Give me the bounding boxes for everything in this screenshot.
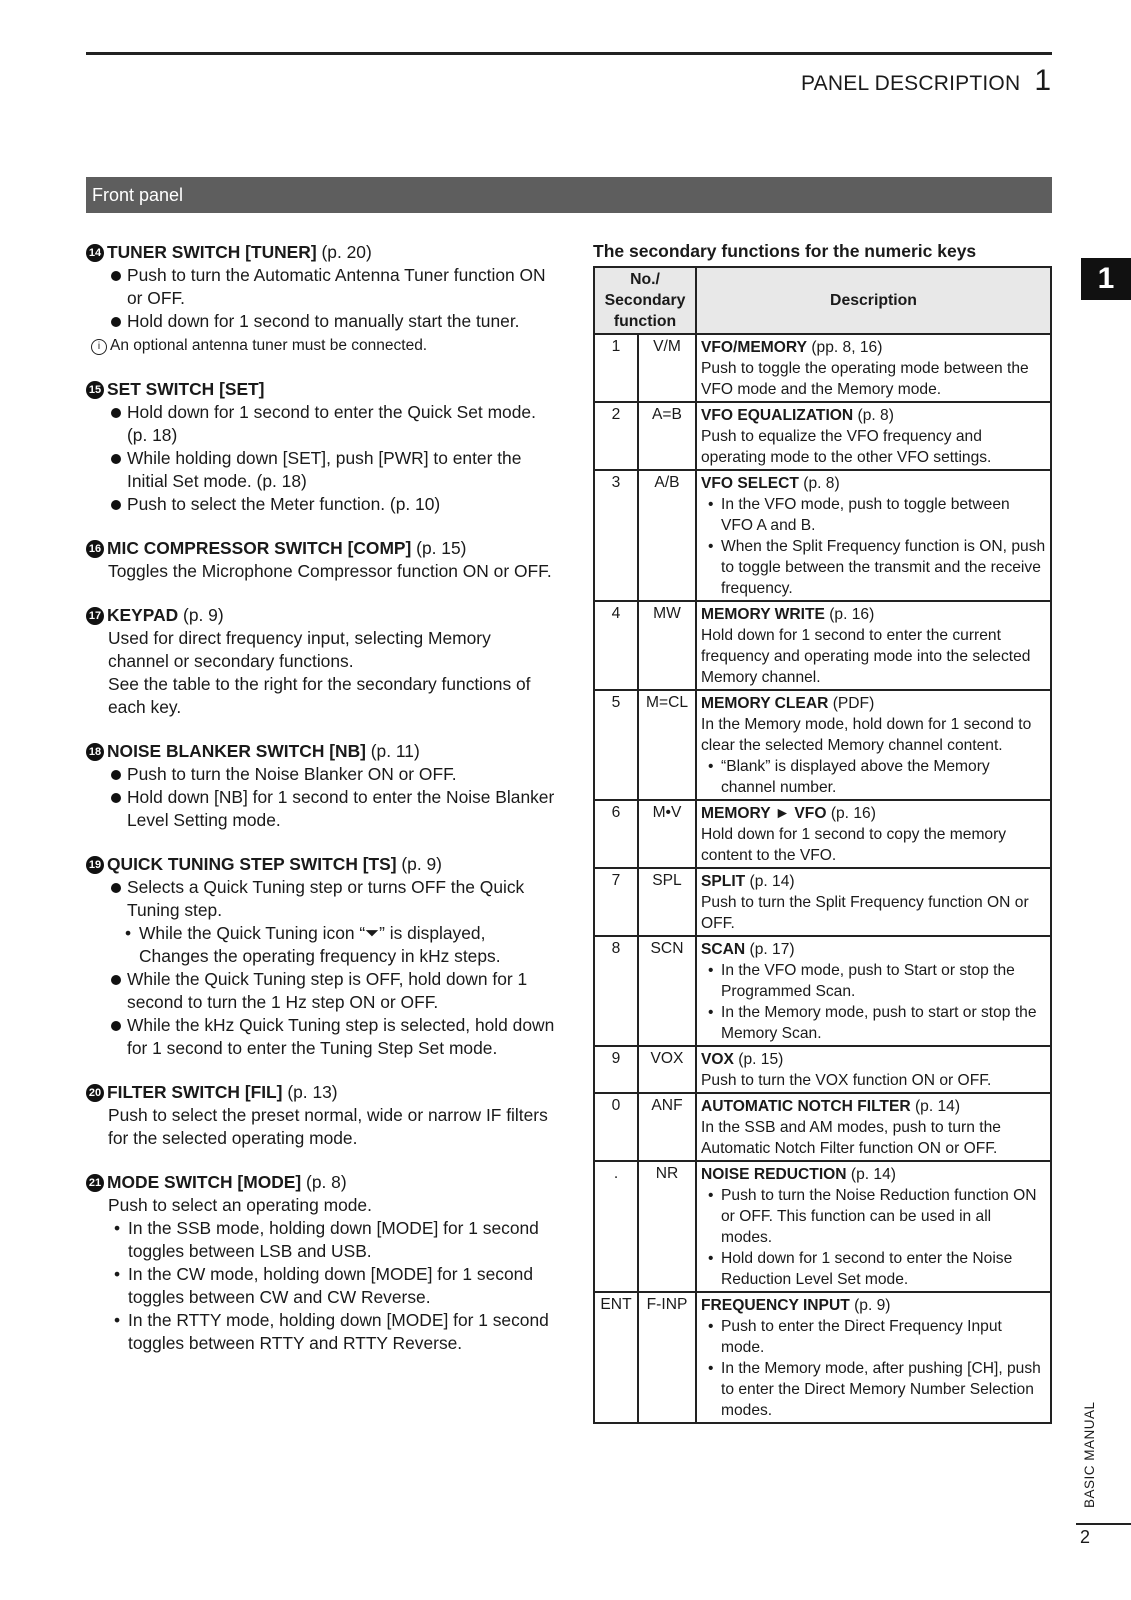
function-description: [696, 470, 1051, 601]
function-title: MEMORY WRITE (p. 16): [701, 606, 875, 623]
feature-heading: [86, 1081, 556, 1104]
top-rule: [86, 52, 1052, 55]
page-ref: (p. 17): [749, 941, 795, 958]
chapter-tab[interactable]: 1: [1081, 258, 1131, 300]
secondary-function: M=CL: [638, 690, 696, 800]
table-row: [594, 1161, 1051, 1292]
body-text: See the table to the right for the secondary functions of each key.: [108, 674, 531, 717]
function-description: [696, 690, 1051, 800]
item-number-badge: 14: [86, 244, 104, 262]
bullet-line: Hold down [NB] for 1 second to enter the Noise Blanker Level Setting mode.: [86, 786, 556, 832]
feature-title: MODE SWITCH [MODE] (p. 8): [107, 1172, 347, 1192]
table-row: [594, 402, 1051, 470]
function-title: VFO EQUALIZATION (p. 8): [701, 407, 894, 424]
secondary-function: SPL: [638, 868, 696, 936]
item-number-badge: 16: [86, 540, 104, 558]
feature-title: NOISE BLANKER SWITCH [NB] (p. 11): [107, 741, 420, 761]
feature-heading: [86, 241, 556, 264]
description-bullet: • Push to turn the Noise Reduction function ON or OFF. This function can be used in all modes.: [701, 1185, 1046, 1248]
table-row: [594, 334, 1051, 402]
feature-title: MIC COMPRESSOR SWITCH [COMP] (p. 15): [107, 538, 467, 558]
feature-title: KEYPAD (p. 9): [107, 605, 224, 625]
description-text: In the Memory mode, hold down for 1 second to clear the selected Memory channel content.: [701, 716, 1032, 754]
function-title: VFO/MEMORY (pp. 8, 16): [701, 339, 883, 356]
feature-heading: [86, 853, 556, 876]
feature-item: [86, 378, 556, 516]
table-header-row: [594, 267, 1051, 334]
key-number: 7: [594, 868, 638, 936]
description-text: Push to toggle the operating mode between the VFO mode and the Memory mode.: [701, 360, 1029, 398]
key-number: 6: [594, 800, 638, 868]
body-text: Used for direct frequency input, selecting Memory channel or secondary functions.: [108, 628, 491, 671]
info-icon: i: [91, 339, 107, 355]
page-ref: (p. 11): [370, 741, 420, 761]
function-description: [696, 868, 1051, 936]
bullet-line: Push to turn the Noise Blanker ON or OFF.: [86, 763, 556, 786]
dot-bullet-line: • In the SSB mode, holding down [MODE] for 1 second toggles between LSB and USB.: [86, 1217, 556, 1263]
secondary-function: A/B: [638, 470, 696, 601]
secondary-function: SCN: [638, 936, 696, 1046]
bullet-line: Hold down for 1 second to enter the Quick Set mode. (p. 18): [86, 401, 556, 447]
item-number-badge: 17: [86, 607, 104, 625]
page-ref: (PDF): [832, 695, 875, 712]
feature-heading: [86, 604, 556, 627]
secondary-function: M•V: [638, 800, 696, 868]
description-text: In the SSB and AM modes, push to turn the Automatic Notch Filter function ON or OFF.: [701, 1119, 1001, 1157]
page-ref: (p. 8): [803, 475, 840, 492]
function-title: NOISE REDUCTION (p. 14): [701, 1166, 896, 1183]
key-number: 4: [594, 601, 638, 690]
feature-title: QUICK TUNING STEP SWITCH [TS] (p. 9): [107, 854, 442, 874]
key-number: 3: [594, 470, 638, 601]
bullet-line: While the kHz Quick Tuning step is selected, hold down for 1 second to enter the Tuning Step Set mode.: [86, 1014, 556, 1060]
function-description: [696, 334, 1051, 402]
table-row: [594, 1292, 1051, 1423]
description-text: Push to equalize the VFO frequency and operating mode to the other VFO settings.: [701, 428, 992, 466]
page-ref: (p. 9): [854, 1297, 891, 1314]
page-ref: (p. 16): [829, 606, 875, 623]
page-ref: (p. 14): [850, 1166, 896, 1183]
bullet-line: Selects a Quick Tuning step or turns OFF the Quick Tuning step.: [86, 876, 556, 922]
body-text: Push to select an operating mode.: [108, 1195, 372, 1215]
feature-list: [86, 241, 556, 1376]
table-row: [594, 601, 1051, 690]
key-number: 1: [594, 334, 638, 402]
function-title: AUTOMATIC NOTCH FILTER (p. 14): [701, 1098, 961, 1115]
secondary-function: VOX: [638, 1046, 696, 1093]
table-row: [594, 470, 1051, 601]
note-line: i An optional antenna tuner must be connected.: [86, 334, 556, 357]
feature-title: SET SWITCH [SET]: [107, 379, 265, 399]
item-number-badge: 15: [86, 381, 104, 399]
feature-item: [86, 537, 556, 583]
header-title: PANEL DESCRIPTION: [801, 72, 1021, 95]
key-number: 5: [594, 690, 638, 800]
feature-heading: [86, 1171, 556, 1194]
key-number: ENT: [594, 1292, 638, 1423]
secondary-function: MW: [638, 601, 696, 690]
function-description: [696, 1046, 1051, 1093]
bullet-line: Hold down for 1 second to manually start the tuner.: [86, 310, 556, 333]
secondary-function: F-INP: [638, 1292, 696, 1423]
dot-bullet-line: • In the RTTY mode, holding down [MODE] for 1 second toggles between RTTY and RTTY Reverse.: [86, 1309, 556, 1355]
feature-heading: [86, 537, 556, 560]
page-number: 2: [1080, 1527, 1091, 1547]
feature-item: [86, 604, 556, 719]
secondary-functions-table: [593, 266, 1052, 1424]
page-ref: (p. 9): [401, 854, 442, 874]
feature-item: [86, 740, 556, 832]
table-row: [594, 800, 1051, 868]
feature-item: [86, 241, 556, 357]
page-ref: (p. 15): [738, 1051, 784, 1068]
description-text: Hold down for 1 second to enter the current frequency and operating mode into the selected Memory channel.: [701, 627, 1031, 686]
description-bullet: • In the Memory mode, push to start or stop the Memory Scan.: [701, 1002, 1046, 1044]
table-row: [594, 690, 1051, 800]
description-bullet: • In the Memory mode, after pushing [CH], push to enter the Direct Memory Number Selection modes.: [701, 1358, 1046, 1421]
function-title: SCAN (p. 17): [701, 941, 795, 958]
feature-item: [86, 853, 556, 1060]
key-number: 8: [594, 936, 638, 1046]
page-ref: (p. 14): [914, 1098, 961, 1115]
header-chapter: 1: [1034, 64, 1051, 97]
page-ref: (p. 14): [749, 873, 795, 890]
table-row: [594, 1093, 1051, 1161]
item-number-badge: 19: [86, 856, 104, 874]
feature-item: [86, 1081, 556, 1150]
function-title: MEMORY CLEAR (PDF): [701, 695, 875, 712]
sub-bullet-line: • While the Quick Tuning icon “⏷” is displayed, Changes the operating frequency in kHz steps.: [86, 922, 556, 968]
header-description: Description: [696, 267, 1051, 334]
bullet-line: While holding down [SET], push [PWR] to enter the Initial Set mode. (p. 18): [86, 447, 556, 493]
description-text: Push to turn the Split Frequency function ON or OFF.: [701, 894, 1029, 932]
page-ref: (p. 9): [183, 605, 224, 625]
secondary-function: V/M: [638, 334, 696, 402]
description-text: Hold down for 1 second to copy the memory content to the VFO.: [701, 826, 1007, 864]
description-bullet: • In the VFO mode, push to Start or stop the Programmed Scan.: [701, 960, 1046, 1002]
function-title: MEMORY ► VFO (p. 16): [701, 805, 876, 822]
table-row: [594, 936, 1051, 1046]
function-description: [696, 800, 1051, 868]
bullet-line: Push to turn the Automatic Antenna Tuner function ON or OFF.: [86, 264, 556, 310]
dot-bullet-line: • In the CW mode, holding down [MODE] for 1 second toggles between CW and CW Reverse.: [86, 1263, 556, 1309]
feature-heading: [86, 378, 556, 401]
page-ref: (p. 8): [857, 407, 894, 424]
function-description: [696, 1161, 1051, 1292]
description-bullet: • Push to enter the Direct Frequency Input mode.: [701, 1316, 1046, 1358]
function-title: VOX (p. 15): [701, 1051, 784, 1068]
page-ref: (p. 13): [287, 1082, 338, 1102]
item-number-badge: 20: [86, 1084, 104, 1102]
function-description: [696, 1292, 1051, 1423]
function-title: FREQUENCY INPUT (p. 9): [701, 1297, 891, 1314]
body-text: Push to select the preset normal, wide or narrow IF filters for the selected operating mode.: [108, 1105, 548, 1148]
description-bullet: • Hold down for 1 second to enter the Noise Reduction Level Set mode.: [701, 1248, 1046, 1290]
key-number: 2: [594, 402, 638, 470]
key-number: 9: [594, 1046, 638, 1093]
item-number-badge: 21: [86, 1174, 104, 1192]
table-body: [594, 334, 1051, 1423]
secondary-function: NR: [638, 1161, 696, 1292]
page-ref: (p. 15): [416, 538, 467, 558]
page-ref: (p. 8): [306, 1172, 347, 1192]
feature-title: TUNER SWITCH [TUNER] (p. 20): [107, 242, 372, 262]
function-description: [696, 936, 1051, 1046]
page-ref: (p. 20): [321, 242, 372, 262]
side-rule: [1076, 1523, 1131, 1525]
bullet-line: Push to select the Meter function. (p. 10): [86, 493, 556, 516]
table-title: The secondary functions for the numeric keys: [593, 241, 977, 261]
body-text: Toggles the Microphone Compressor function ON or OFF.: [108, 561, 552, 581]
page-header: [801, 64, 1051, 98]
table-row: [594, 1046, 1051, 1093]
key-number: .: [594, 1161, 638, 1292]
manual-label: BASIC MANUAL: [1082, 1401, 1097, 1508]
item-number-badge: 18: [86, 743, 104, 761]
page-ref: (pp. 8, 16): [811, 339, 883, 356]
description-bullet: • In the VFO mode, push to toggle between VFO A and B.: [701, 494, 1046, 536]
feature-item: [86, 1171, 556, 1355]
secondary-function: A=B: [638, 402, 696, 470]
function-title: VFO SELECT (p. 8): [701, 475, 840, 492]
function-description: [696, 1093, 1051, 1161]
function-title: SPLIT (p. 14): [701, 873, 795, 890]
function-description: [696, 402, 1051, 470]
function-description: [696, 601, 1051, 690]
feature-title: FILTER SWITCH [FIL] (p. 13): [107, 1082, 338, 1102]
description-text: Push to turn the VOX function ON or OFF.: [701, 1072, 992, 1089]
page-ref: (p. 16): [830, 805, 876, 822]
description-bullet: • When the Split Frequency function is ON, push to toggle between the transmit and the receive frequency.: [701, 536, 1046, 599]
secondary-function: ANF: [638, 1093, 696, 1161]
section-title: Front panel: [86, 177, 1052, 213]
header-no: No./ Secondary function: [594, 267, 696, 334]
feature-heading: [86, 740, 556, 763]
table-row: [594, 868, 1051, 936]
bullet-line: While the Quick Tuning step is OFF, hold down for 1 second to turn the 1 Hz step ON or OFF.: [86, 968, 556, 1014]
key-number: 0: [594, 1093, 638, 1161]
description-bullet: • “Blank” is displayed above the Memory channel number.: [701, 756, 1046, 798]
